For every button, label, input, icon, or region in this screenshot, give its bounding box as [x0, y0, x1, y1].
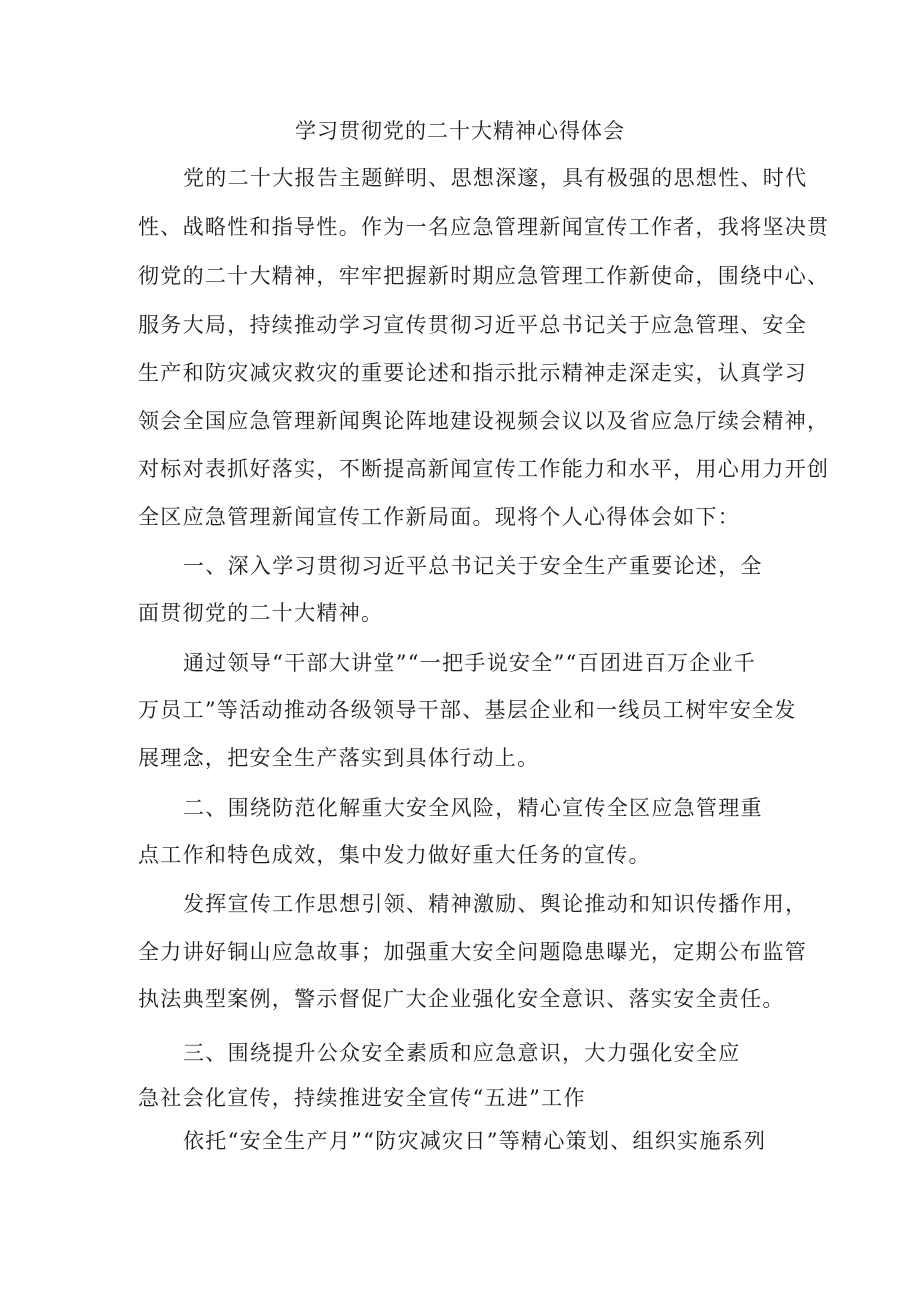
section-heading-line: 面贯彻党的二十大精神。 — [138, 601, 384, 625]
section-heading-line: 点工作和特色成效，集中发力做好重大任务的宣传。 — [138, 843, 651, 867]
body-line: 通过领导“干部大讲堂”“一把手说安全”“百团进百万企业千 — [183, 651, 757, 675]
section-heading-line: 二、围绕防范化解重大安全风险，精心宣传全区应急管理重 — [183, 796, 763, 820]
body-line: 党的二十大报告主题鲜明、思想深邃，具有极强的思想性、时代 — [183, 166, 808, 190]
body-line: 性、战略性和指导性。作为一名应急管理新闻宣传工作者，我将坚决贯 — [138, 215, 830, 239]
section-heading-line: 一、深入学习贯彻习近平总书记关于安全生产重要论述，全 — [183, 554, 763, 578]
body-line: 彻党的二十大精神，牢牢把握新时期应急管理工作新使命，围绕中心、 — [138, 264, 830, 288]
body-line: 全力讲好铜山应急故事；加强重大安全问题隐患曝光，定期公布监管 — [138, 940, 807, 964]
body-line: 发挥宣传工作思想引领、精神激励、舆论推动和知识传播作用， — [183, 892, 808, 916]
body-line: 全区应急管理新闻宣传工作新局面。现将个人心得体会如下： — [138, 505, 741, 529]
body-line: 展理念，把安全生产落实到具体行动上。 — [138, 746, 540, 770]
section-heading-line: 三、围绕提升公众安全素质和应急意识，大力强化安全应 — [183, 1041, 741, 1065]
body-line: 领会全国应急管理新闻舆论阵地建设视频会议以及省应急厅续会精神， — [138, 409, 830, 433]
body-line: 依托“安全生产月”“防灾减灾日”等精心策划、组织实施系列 — [183, 1129, 767, 1153]
document-title: 学习贯彻党的二十大精神心得体会 — [295, 119, 625, 143]
section-heading-line: 急社会化宣传，持续推进安全宣传“五进”工作 — [138, 1086, 586, 1110]
body-line: 生产和防灾减灾救灾的重要论述和指示批示精神走深走实，认真学习 — [138, 361, 807, 385]
body-line: 万员工”等活动推动各级领导干部、基层企业和一线员工树牢安全发 — [138, 698, 797, 722]
body-line: 对标对表抓好落实，不断提高新闻宣传工作能力和水平，用心用力开创 — [138, 457, 830, 481]
body-line: 执法典型案例，警示督促广大企业强化安全意识、落实安全责任。 — [138, 987, 785, 1011]
body-line: 服务大局，持续推动学习宣传贯彻习近平总书记关于应急管理、安全 — [138, 313, 807, 337]
